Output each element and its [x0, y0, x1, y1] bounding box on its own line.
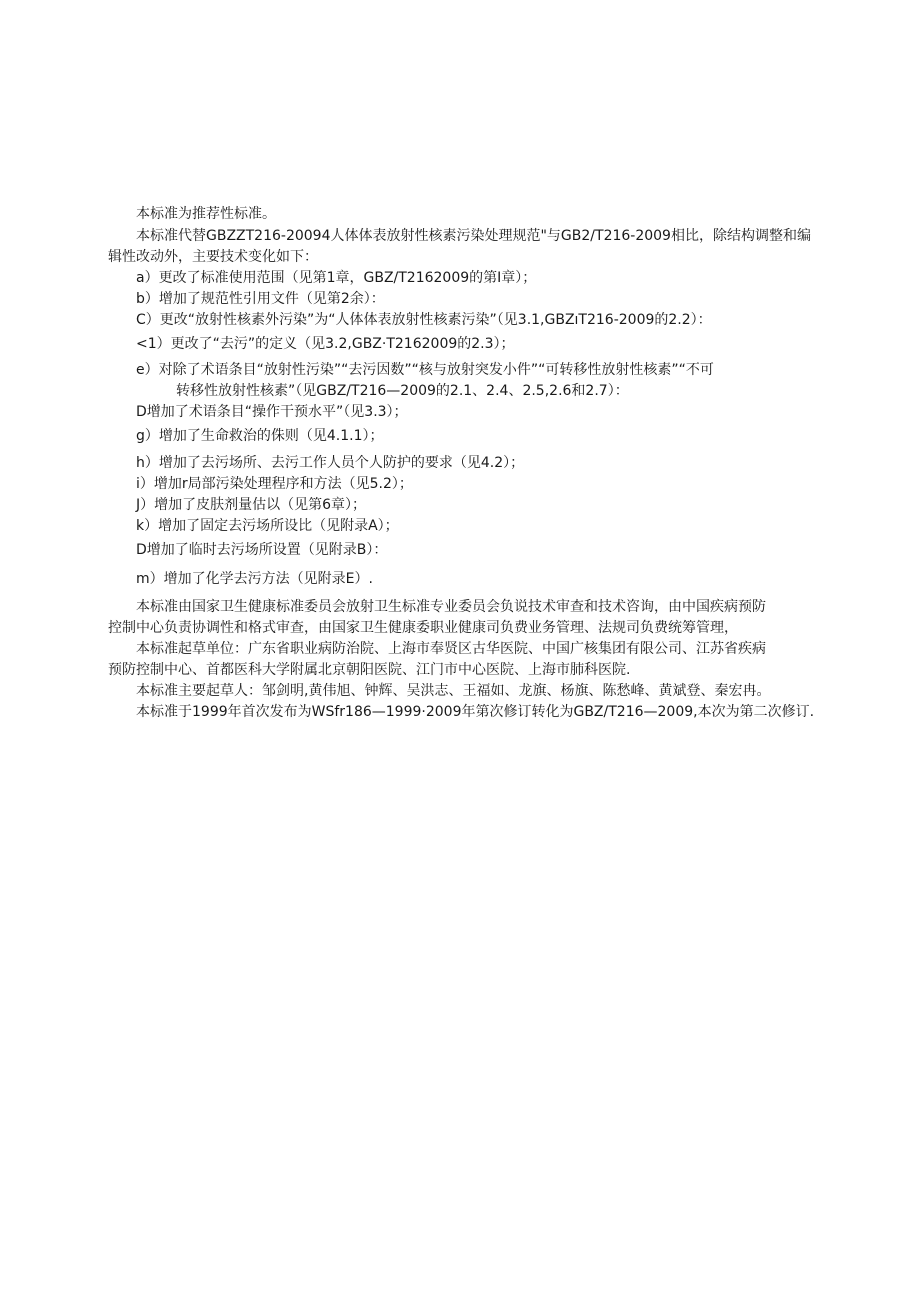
list-item: i）增加r局部污染处理程序和方法（见5.2）；: [136, 476, 413, 492]
list-item: g）增加了生命救治的侏则（见4.1.1）；: [136, 428, 384, 444]
list-item-continuation: 转移性放射性核素”（见GBZ/T216—2009的2.1、2.4、2.5,2.6和2.7）：: [176, 383, 629, 399]
list-item: D增加了临时去污场所设置（见附录B）：: [136, 542, 388, 558]
list-item: C）更改“放射性核素外污染”为“人体体表放射性核素污染”（见3.1,GBZıT216-2009的2.2）：: [136, 312, 712, 328]
list-item: e）对除了术语条目“放射性污染”“去污因数”“核与放射突发小件”“可转移性放射性核素”“不可: [136, 362, 714, 378]
paragraph-replaces-line1: 本标准代替GBZZT216-20094人体体表放射性核素污染处理规范"与GB2/T216-2009相比，除结构调整和编: [136, 228, 811, 244]
paragraph-drafting-units-line1: 本标准起草单位：广东省职业病防治院、上海市奉贤区古华医院、中国广核集团有限公司、江苏省疾病: [136, 641, 766, 657]
paragraph-drafting-units-line2: 预防控制中心、首都医科大学附属北京朝阳医院、江门市中心医院、上海市肺科医院.: [108, 662, 631, 678]
list-item: h）增加了去污场所、去污工作人员个人防护的要求（见4.2）；: [136, 455, 525, 471]
list-item: D增加了术语条目“操作干预水平”（见3.3）；: [136, 404, 408, 420]
list-item: J）增加了皮肤剂量估以（见第6章）；: [136, 497, 367, 513]
paragraph-responsibility-line1: 本标准由国家卫生健康标准委员会放射卫生标准专业委员会负说技术审查和技术咨询，由中国疾病预防: [136, 599, 766, 615]
list-item: b）增加了规范性引用文件（见第2余）：: [136, 291, 385, 307]
paragraph-responsibility-line2: 控制中心负责协调性和格式审查，由国家卫生健康委职业健康司负费业务管理、法规司负费统筹管理，: [108, 620, 738, 636]
paragraph-recommended: 本标准为推荐性标准。: [136, 206, 276, 222]
list-item: a）更改了标准使用范围（见第1章，GBZ/T2162009的第I章）；: [136, 270, 537, 286]
list-item: <1）更改了“去污”的定义（见3.2,GBZ·T2162009的2.3）；: [136, 336, 515, 352]
list-item: k）增加了固定去污场所设比（见附录A）；: [136, 518, 399, 534]
list-item: m）增加了化学去污方法（见附录E）.: [136, 571, 373, 587]
paragraph-history: 本标准于1999年首次发布为WSfr186—1999·2009年第次修订转化为GBZ/T216—2009,本次为第二次修订.: [136, 704, 815, 720]
paragraph-drafters: 本标准主要起草人：邹剑明,黄伟旭、钟辉、吴洪志、王福如、龙旗、杨旗、陈愁峰、黄斌登、秦宏冉。: [136, 683, 771, 699]
paragraph-replaces-line2: 辑性改动外，主要技术变化如下：: [108, 249, 318, 265]
